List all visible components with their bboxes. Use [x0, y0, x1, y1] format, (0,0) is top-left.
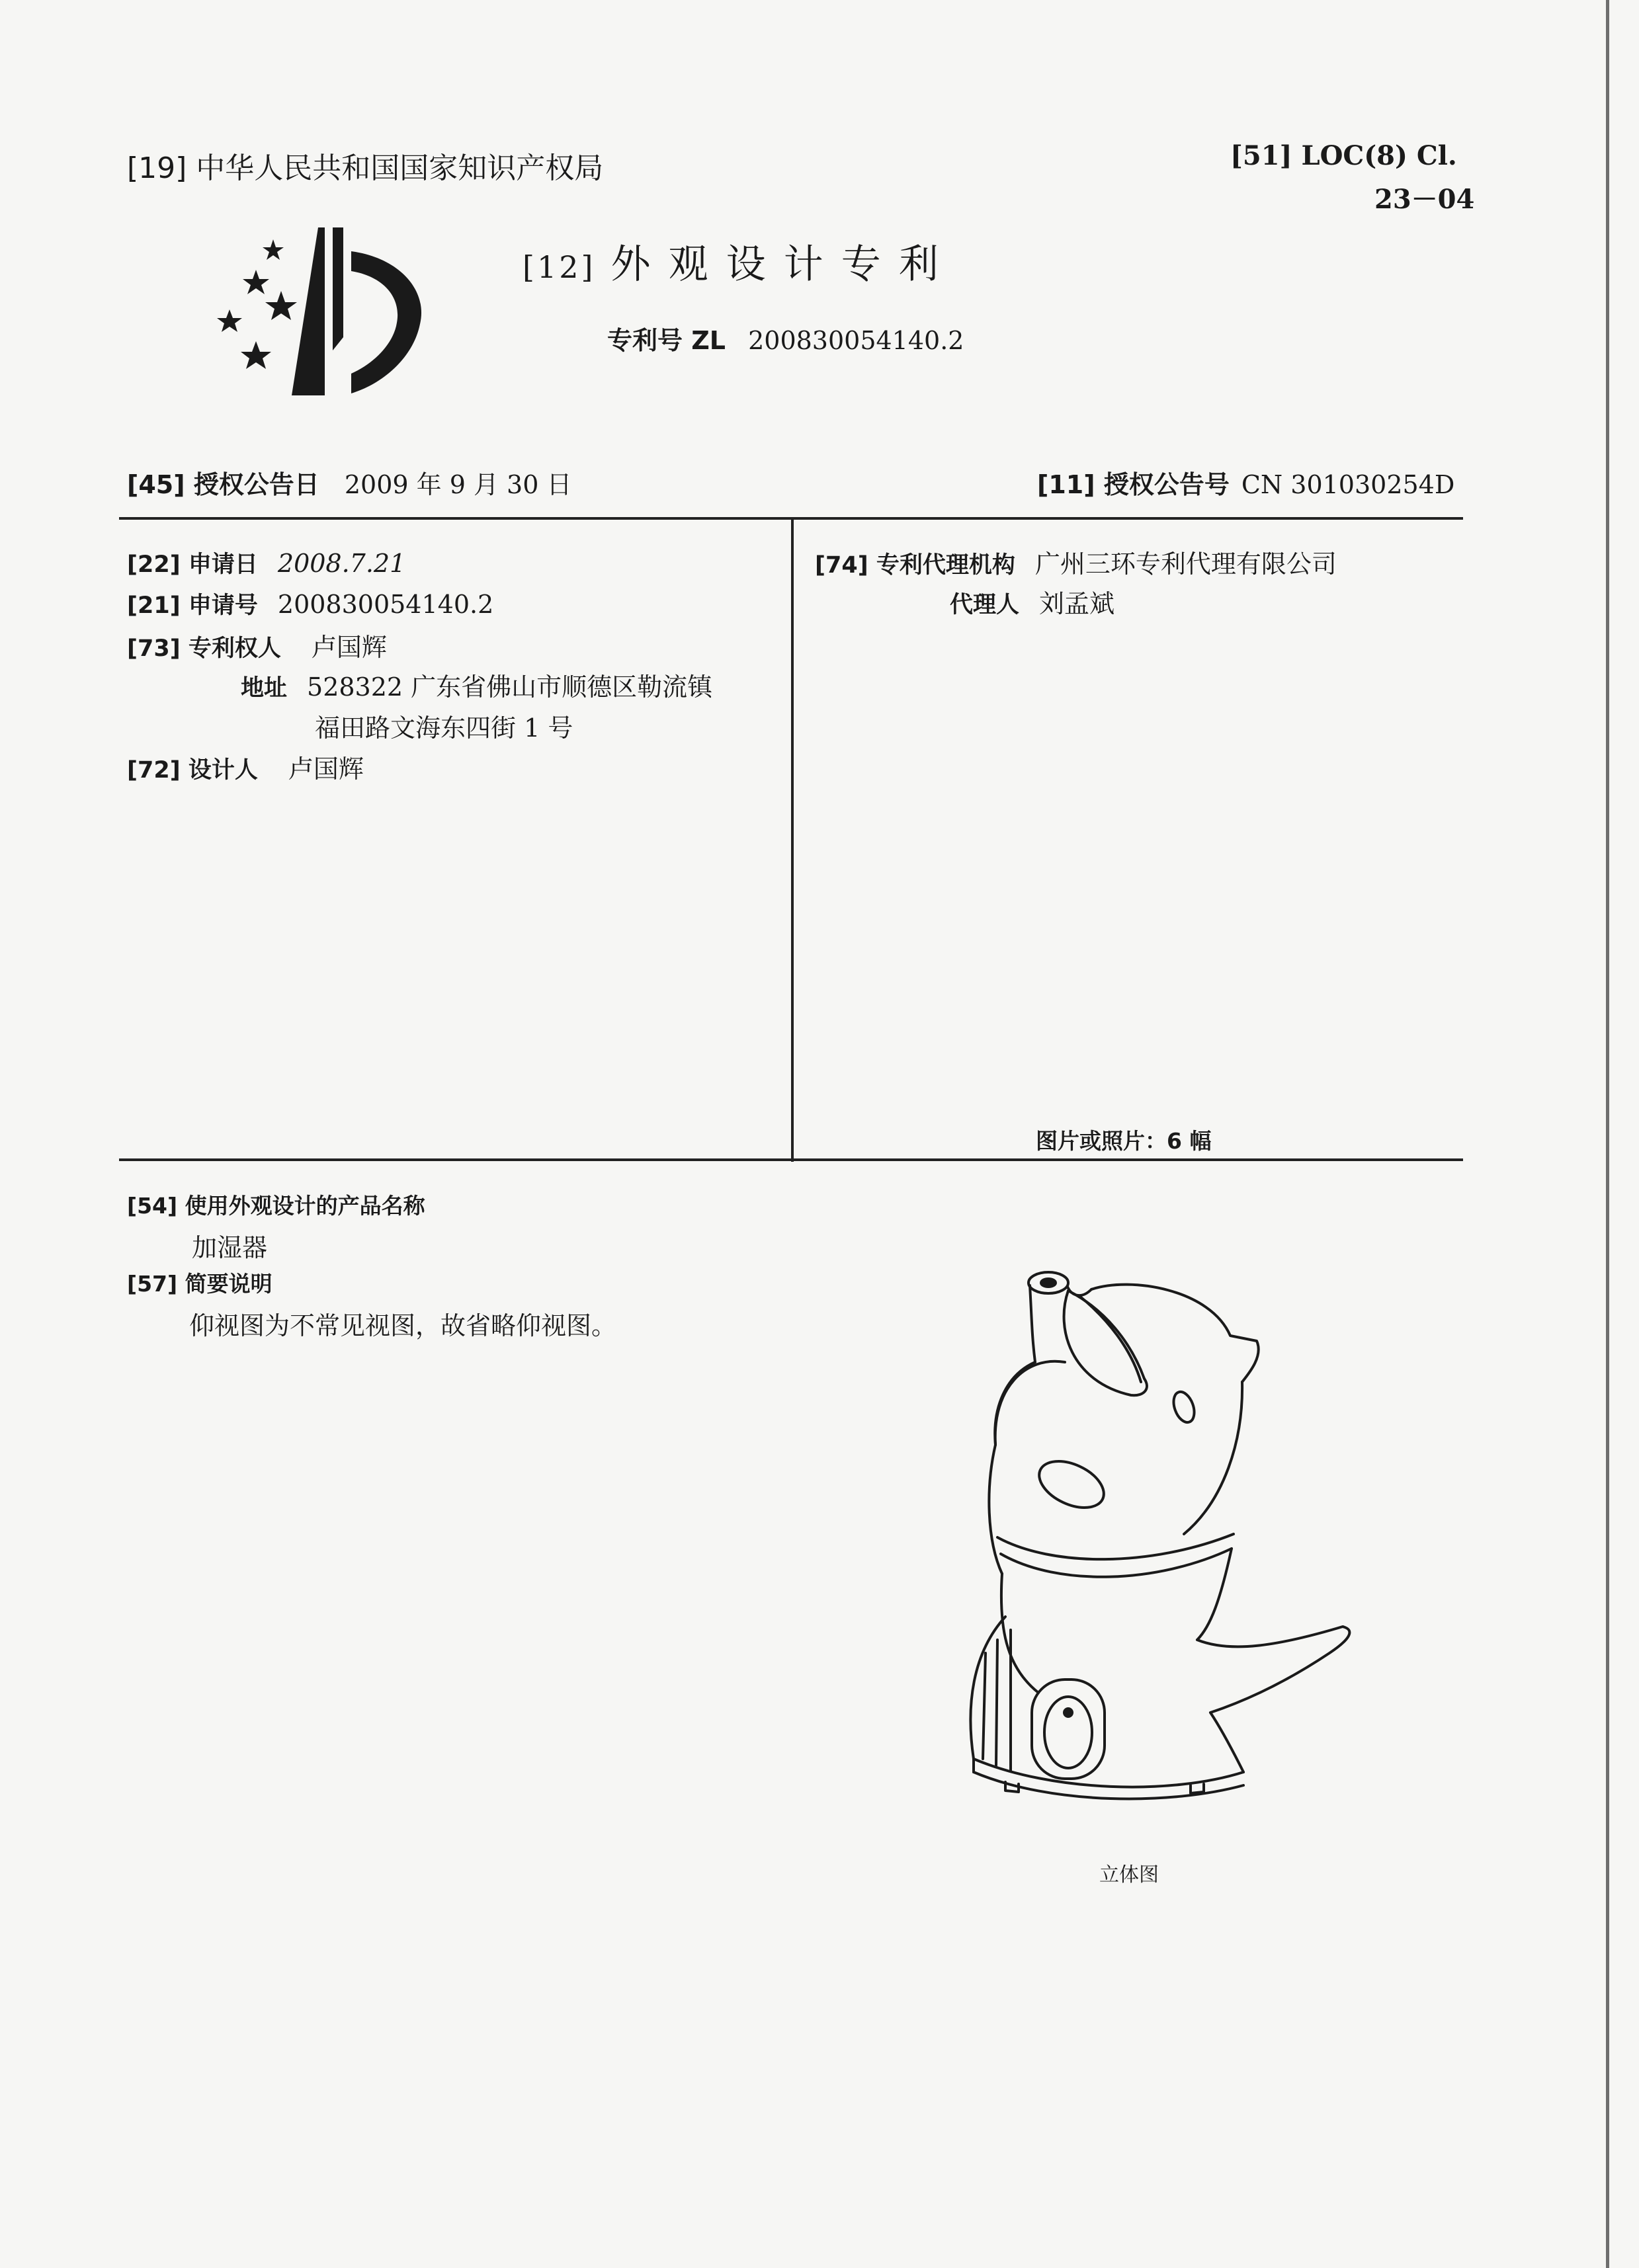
document-type-title: 外 观 设 计 专 利 — [610, 241, 941, 288]
grant-date-row — [127, 464, 572, 501]
document-type — [523, 233, 941, 290]
patent-number-label: 专利号 ZL — [607, 326, 726, 355]
grant-number-label: [11] 授权公告号 — [1037, 470, 1230, 499]
figure-caption: 立体图 — [1099, 1863, 1159, 1886]
agent-row — [950, 583, 1114, 620]
application-number-label: [21] 申请号 — [127, 592, 258, 619]
address-row — [241, 667, 712, 703]
grant-date: 2009 年 9 月 30 日 — [344, 470, 572, 499]
product-name: 加湿器 — [192, 1233, 268, 1262]
grant-date-label: [45] 授权公告日 — [127, 470, 319, 499]
loc-classification: [51] LOC(8) Cl. — [1230, 140, 1457, 171]
loc-number: 23－04 — [1374, 184, 1475, 215]
grant-number: CN 301030254D — [1241, 470, 1455, 499]
patentee-label: [73] 专利权人 — [127, 635, 281, 662]
agent-label: 代理人 — [950, 592, 1020, 618]
document-type-code: [12] — [523, 249, 596, 285]
filing-date-label: [22] 申请日 — [127, 551, 258, 578]
brief-description-label: [57] 简要说明 — [127, 1271, 273, 1297]
middle-divider — [119, 1158, 1463, 1161]
patentee: 卢国辉 — [311, 633, 387, 662]
grant-number-row — [1037, 464, 1454, 501]
application-number-row — [127, 587, 493, 620]
filing-date-row — [127, 546, 405, 579]
scan-edge — [1606, 0, 1609, 2268]
address-line-2: 福田路文海东四街 1 号 — [315, 713, 573, 743]
agency: 广州三环专利代理有限公司 — [1034, 549, 1337, 579]
patent-office: [19] 中华人民共和国国家知识产权局 — [127, 151, 604, 185]
figures-count: 图片或照片：6 幅 — [1036, 1128, 1212, 1154]
filing-date: 2008.7.21 — [277, 549, 406, 578]
address-label: 地址 — [241, 675, 288, 702]
product-name-label: [54] 使用外观设计的产品名称 — [127, 1193, 425, 1219]
column-divider — [791, 517, 794, 1162]
patentee-row — [127, 627, 387, 663]
agency-row — [815, 544, 1337, 580]
cnipa-logo-icon — [195, 225, 440, 403]
patent-number-line — [607, 320, 964, 356]
patent-number: 200830054140.2 — [748, 326, 964, 355]
address-line-1: 528322 广东省佛山市顺德区勒流镇 — [307, 672, 713, 702]
brief-description: 仰视图为不常见视图，故省略仰视图。 — [189, 1311, 617, 1340]
application-number: 200830054140.2 — [277, 590, 494, 619]
designer-label: [72] 设计人 — [127, 757, 258, 784]
agent: 刘孟斌 — [1039, 589, 1115, 618]
humidifier-perspective-drawing — [933, 1256, 1363, 1825]
agency-label: [74] 专利代理机构 — [815, 552, 1015, 579]
designer-row — [127, 749, 364, 785]
designer: 卢国辉 — [288, 754, 364, 784]
